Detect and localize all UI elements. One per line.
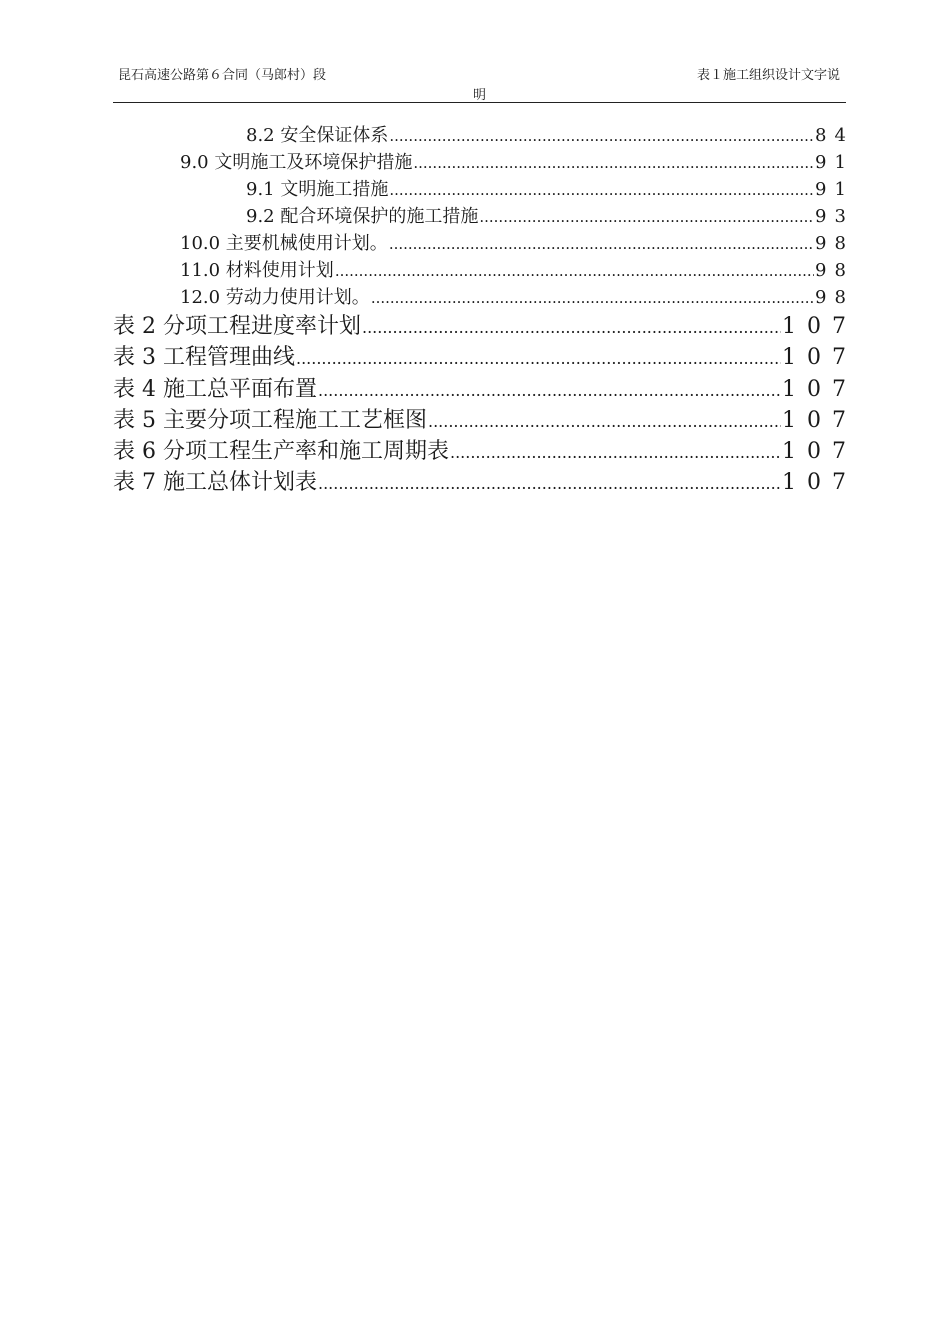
toc-entry-title: 10.0 主要机械使用计划。 (180, 233, 388, 254)
toc-entry-title: 表 3 工程管理曲线 (113, 345, 295, 371)
header-right-text: 表１施工组织设计文字说 (696, 68, 840, 83)
toc-entry[interactable] (113, 122, 855, 149)
toc-entry[interactable] (113, 374, 857, 405)
toc-entry-page-number: 93 (814, 206, 855, 227)
header-right-text-wrap: 明 (473, 88, 487, 103)
toc-entry-page-number: 107 (782, 345, 857, 371)
toc-entry-title: 表 2 分项工程进度率计划 (113, 314, 361, 339)
toc-entry-page-number: 91 (814, 179, 855, 200)
toc-dot-leader (335, 258, 814, 285)
toc-entry[interactable] (113, 257, 855, 284)
toc-entry[interactable] (113, 405, 857, 436)
toc-entry-page-number: 107 (782, 439, 857, 465)
toc-entry-page-number: 98 (814, 287, 855, 308)
toc-dot-leader (428, 406, 781, 437)
toc-dot-leader (389, 177, 814, 204)
toc-dot-leader (450, 437, 781, 468)
toc-entry-title: 表 6 分项工程生产率和施工周期表 (113, 439, 449, 465)
toc-entry-page-number: 107 (782, 407, 857, 433)
header-left-text: 昆石高速公路第６合同（马郎村）段 (118, 68, 327, 83)
toc-entry-title: 表 5 主要分项工程施工工艺框图 (113, 407, 427, 433)
toc-entry-page-number: 98 (814, 233, 855, 254)
toc-entry-title: 表 4 施工总平面布置 (113, 376, 317, 402)
toc-entry-title: 9.0 文明施工及环境保护措施 (180, 152, 413, 173)
toc-entry-page-number: 98 (814, 260, 855, 281)
toc-entry[interactable] (113, 467, 857, 498)
toc-dot-leader (479, 204, 814, 231)
toc-dot-leader (296, 343, 781, 374)
toc-entry[interactable] (113, 311, 857, 342)
toc-entry-page-number: 84 (814, 125, 855, 146)
toc-dot-leader (413, 150, 814, 177)
table-of-contents (113, 122, 857, 499)
toc-entry-page-number: 107 (782, 376, 857, 402)
toc-entry[interactable] (113, 284, 855, 311)
toc-dot-leader (389, 231, 814, 258)
toc-entry-title: 8.2 安全保证体系 (246, 125, 389, 146)
toc-entry[interactable] (113, 149, 855, 176)
header-rule (113, 102, 846, 103)
toc-entry[interactable] (113, 176, 855, 203)
toc-entry-title: 表 7 施工总体计划表 (113, 470, 317, 496)
toc-entry[interactable] (113, 230, 855, 257)
toc-entry[interactable] (113, 203, 855, 230)
toc-entry[interactable] (113, 342, 857, 373)
toc-entry[interactable] (113, 436, 857, 467)
toc-dot-leader (371, 285, 814, 312)
toc-dot-leader (318, 468, 781, 499)
toc-dot-leader (318, 375, 781, 406)
toc-entry-page-number: 107 (782, 314, 857, 339)
toc-entry-title: 9.2 配合环境保护的施工措施 (246, 206, 479, 227)
toc-dot-leader (362, 312, 781, 343)
toc-entry-page-number: 107 (782, 470, 857, 496)
toc-entry-title: 9.1 文明施工措施 (246, 179, 389, 200)
toc-dot-leader (389, 123, 814, 150)
toc-entry-title: 11.0 材料使用计划 (180, 260, 334, 281)
toc-entry-page-number: 91 (814, 152, 855, 173)
toc-entry-title: 12.0 劳动力使用计划。 (180, 287, 370, 308)
